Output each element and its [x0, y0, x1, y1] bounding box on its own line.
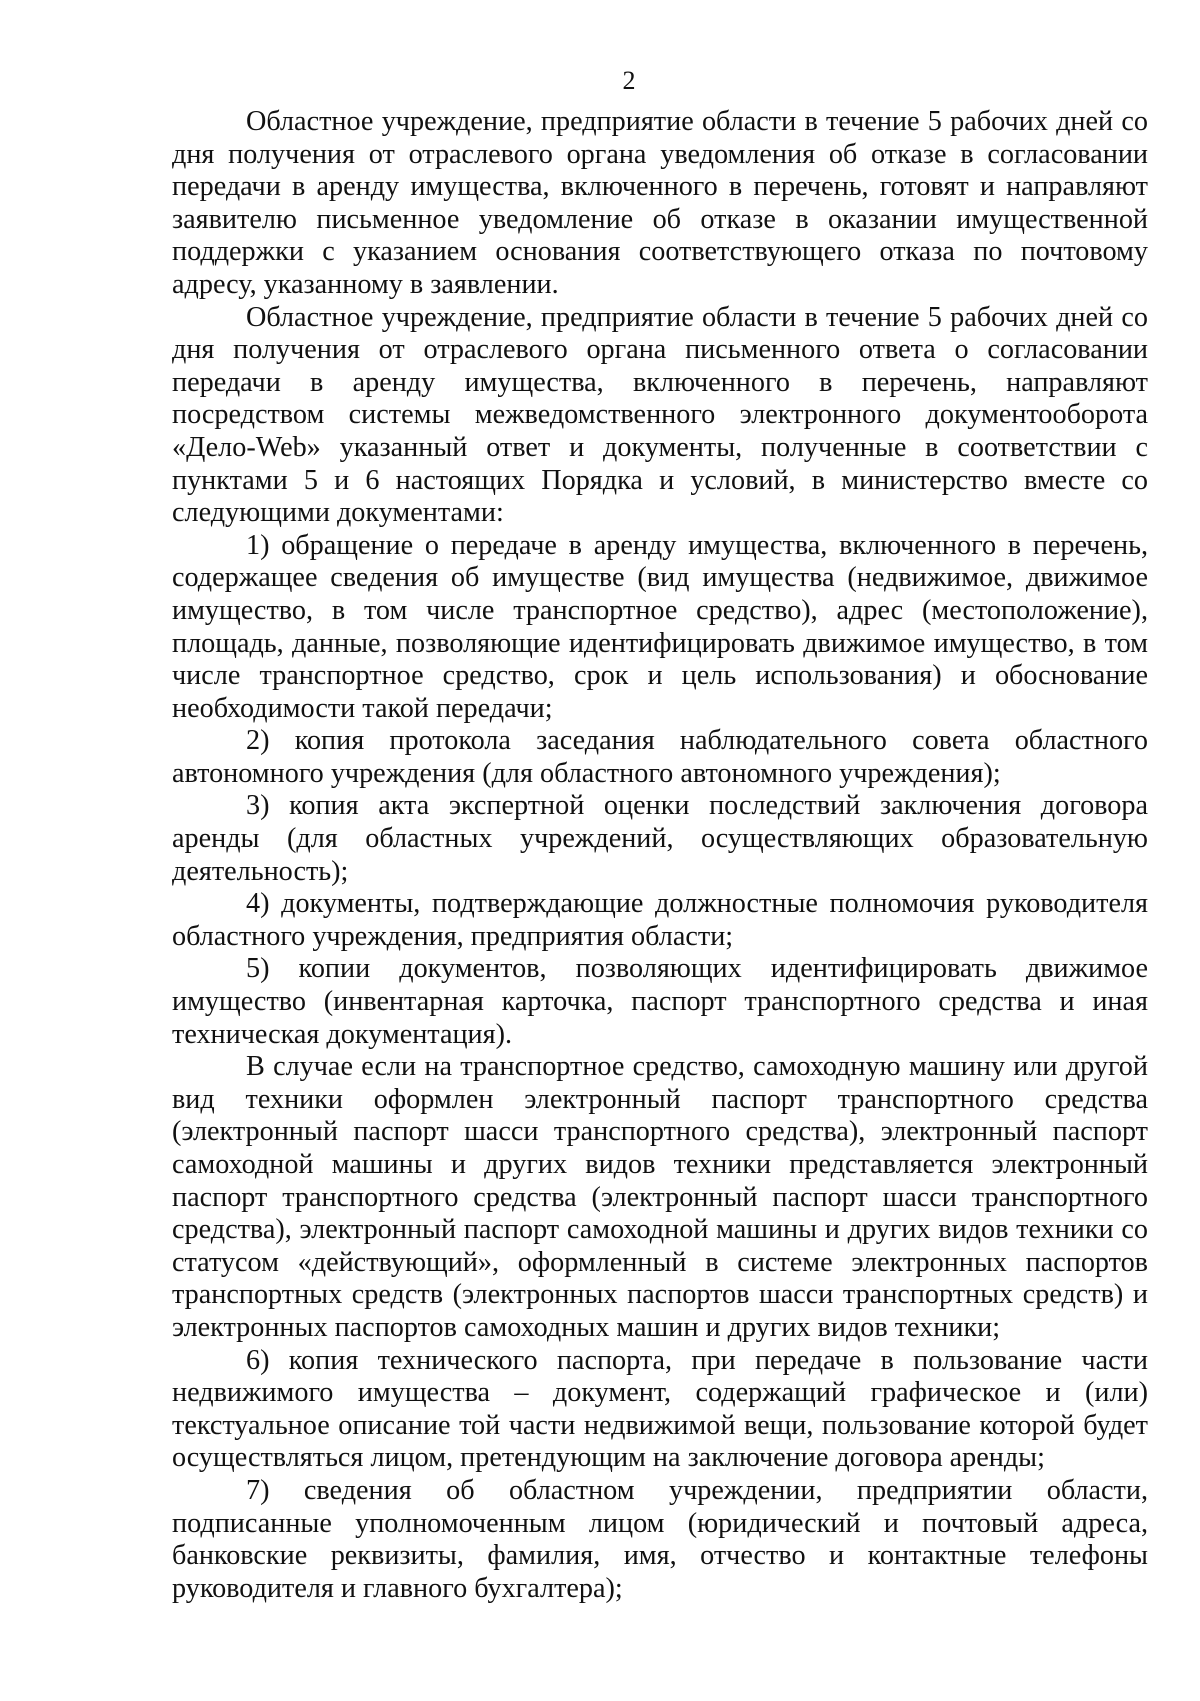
paragraph-refusal-notice: Областное учреждение, предприятие области в течение 5 рабочих дней со дня получения от отраслевого органа уведомления об отказе в согласовании передачи в аренду имущества, включенного в перечень, готовят и направляют заявителю письменное уведомление об отказе в оказании имущественной поддержки с указанием основания соответствующего отказа по почтовому адресу, указанному в заявлении. — [172, 106, 1148, 300]
list-item-7: 7) сведения об областном учреждении, предприятии области, подписанные уполномоченным лицом (юридический и почтовый адреса, банковские реквизиты, фамилия, имя, отчество и контактные телефоны руководителя и главного бухгалтера); — [172, 1474, 1148, 1604]
list-item-5: 5) копии документов, позволяющих идентифицировать движимое имущество (инвентарная карточка, паспорт транспортного средства и иная техническая документация). — [172, 953, 1148, 1050]
list-item-6: 6) копия технического паспорта, при передаче в пользование части недвижимого имущества – документ, содержащий графическое и (или) текстуальное описание той части недвижимой вещи, пользование которой будет осуществляться лицом, претендующим на заключение договора аренды; — [172, 1344, 1148, 1474]
list-item-4: 4) документы, подтверждающие должностные полномочия руководителя областного учреждения, предприятия области; — [172, 888, 1148, 952]
list-item-3: 3) копия акта экспертной оценки последствий заключения договора аренды (для областных учреждений, осуществляющих образовательную деятельность); — [172, 790, 1148, 887]
list-item-1: 1) обращение о передаче в аренду имущества, включенного в перечень, содержащее сведения об имуществе (вид имущества (недвижимое, движимое имущество, в том числе транспортное средство), адрес (местоположение), площадь, данные, позволяющие идентифицировать движимое имущество, в том числе транспортное средство, срок и цель использования) и обоснование необходимости такой передачи; — [172, 529, 1148, 724]
list-item-2: 2) копия протокола заседания наблюдательного совета областного автономного учреждения (для областного автономного учреждения); — [172, 725, 1148, 789]
document-body — [172, 106, 1148, 1605]
paragraph-electronic-passport: В случае если на транспортное средство, самоходную машину или другой вид техники оформлен электронный паспорт транспортного средства (электронный паспорт шасси транспортного средства), электронный паспорт самоходной машины и других видов техники представляется электронный паспорт транспортного средства (электронный паспорт шасси транспортного средства), электронный паспорт самоходной машины и других видов техники со статусом «действующий», оформленный в системе электронных паспортов транспортных средств (электронных паспортов шасси транспортных средств) и электронных паспортов самоходных машин и других видов техники; — [172, 1051, 1148, 1343]
paragraph-approval-forwarding: Областное учреждение, предприятие области в течение 5 рабочих дней со дня получения от отраслевого органа письменного ответа о согласовании передачи в аренду имущества, включенного в перечень, направляют посредством системы межведомственного электронного документооборота «Дело-Web» указанный ответ и документы, полученные в соответствии с пунктами 5 и 6 настоящих Порядка и условий, в министерство вместе со следующими документами: — [172, 301, 1148, 529]
page-number: 2 — [622, 66, 636, 95]
